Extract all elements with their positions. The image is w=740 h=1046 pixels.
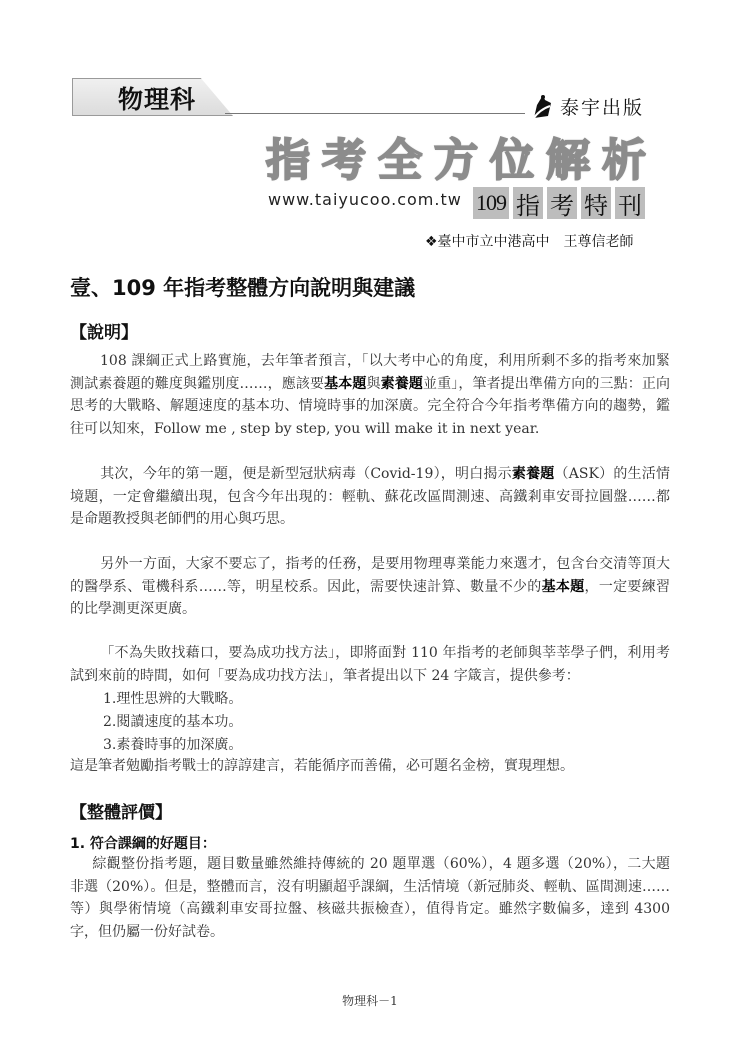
list-item: 3.素養時事的加深廣。 xyxy=(103,737,243,753)
list-item: 2.閱讀速度的基本功。 xyxy=(103,714,243,730)
closing-paragraph: 這是筆者勉勵指考戰士的諄諄建言，若能循序而善備，必可題名金榜，實現理想。 xyxy=(70,758,574,774)
issue-char: 考 xyxy=(547,187,577,219)
list-item: 1.理性思辨的大戰略。 xyxy=(103,691,243,707)
publisher-name: 泰宇出版 xyxy=(560,97,645,119)
issue-char: 特 xyxy=(581,187,611,219)
main-title: 指考全方位解析 xyxy=(266,135,658,186)
issue-char: 刊 xyxy=(615,187,645,219)
evaluation-item-title: 1. 符合課綱的好題目： xyxy=(70,836,216,852)
paragraph-1: 108 課綱正式上路實施，去年筆者預言，「以大考中心的角度，利用所剩不多的指考來加緊測試素養題的難度與鑑別度……，應該要基本題與素養題並重」，筆者提出準備方向的三點：正向思考的大戰略、解題速度的基本功、情境時事的加深廣。完全符合今年指考準備方向的趨勢，鑑往可以知來，Follow me , step by step, you will make it in next year. xyxy=(70,353,671,437)
section-heading: 壹、109 年指考整體方向說明與建議 xyxy=(70,276,416,300)
paragraph-4: 「不為失敗找藉口，要為成功找方法」，即將面對 110 年指考的老師與莘莘學子們，利用考試到來前的時間，如何「要為成功找方法」，筆者提出以下 24 字箴言，提供參考： xyxy=(70,645,670,684)
issue-char: 指 xyxy=(513,187,543,219)
issue-number: 109 xyxy=(473,187,509,219)
author-credit: ❖臺中市立中港高中 王尊信老師 xyxy=(425,234,634,250)
site-url: www.taiyucoo.com.tw xyxy=(268,190,462,209)
evaluation-item-body: 綜觀整份指考題，題目數量雖然維持傳統的 20 題單選（60%），4 題多選（20%），二大題非選（20%）。但是，整體而言，沒有明顯超乎課綱，生活情境（新冠肺炎、輕軌、區間測速……等）與學術情境（高鐵剎車安哥拉盤、核磁共振檢查），值得肯定。雖然字數偏多，達到 4300 字，但仍屬一份好試卷。 xyxy=(70,856,670,940)
pen-nib-logo-icon xyxy=(530,94,556,120)
evaluation-heading: 【整體評價】 xyxy=(70,803,172,823)
explanation-heading: 【說明】 xyxy=(70,323,138,343)
issue-badge xyxy=(473,187,645,219)
header-rule xyxy=(225,113,525,114)
publisher-logo xyxy=(530,93,644,120)
subject-label: 物理科 xyxy=(118,85,197,114)
paragraph-2: 其次，今年的第一題，便是新型冠狀病毒（Covid-19），明白揭示素養題（ASK）的生活情境題，一定會繼續出現，包含今年出現的：輕軌、蘇花改區間測速、高鐵剎車安哥拉圓盤……都是命題教授與老師們的用心與巧思。 xyxy=(70,466,670,527)
page-number: 物理科－1 xyxy=(342,994,398,1008)
paragraph-3: 另外一方面，大家不要忘了，指考的任務，是要用物理專業能力來選才，包含台交清等頂大的醫學系、電機科系……等，明星校系。因此，需要快速計算、數量不少的基本題，一定要練習的比學測更深更廣。 xyxy=(70,556,671,617)
